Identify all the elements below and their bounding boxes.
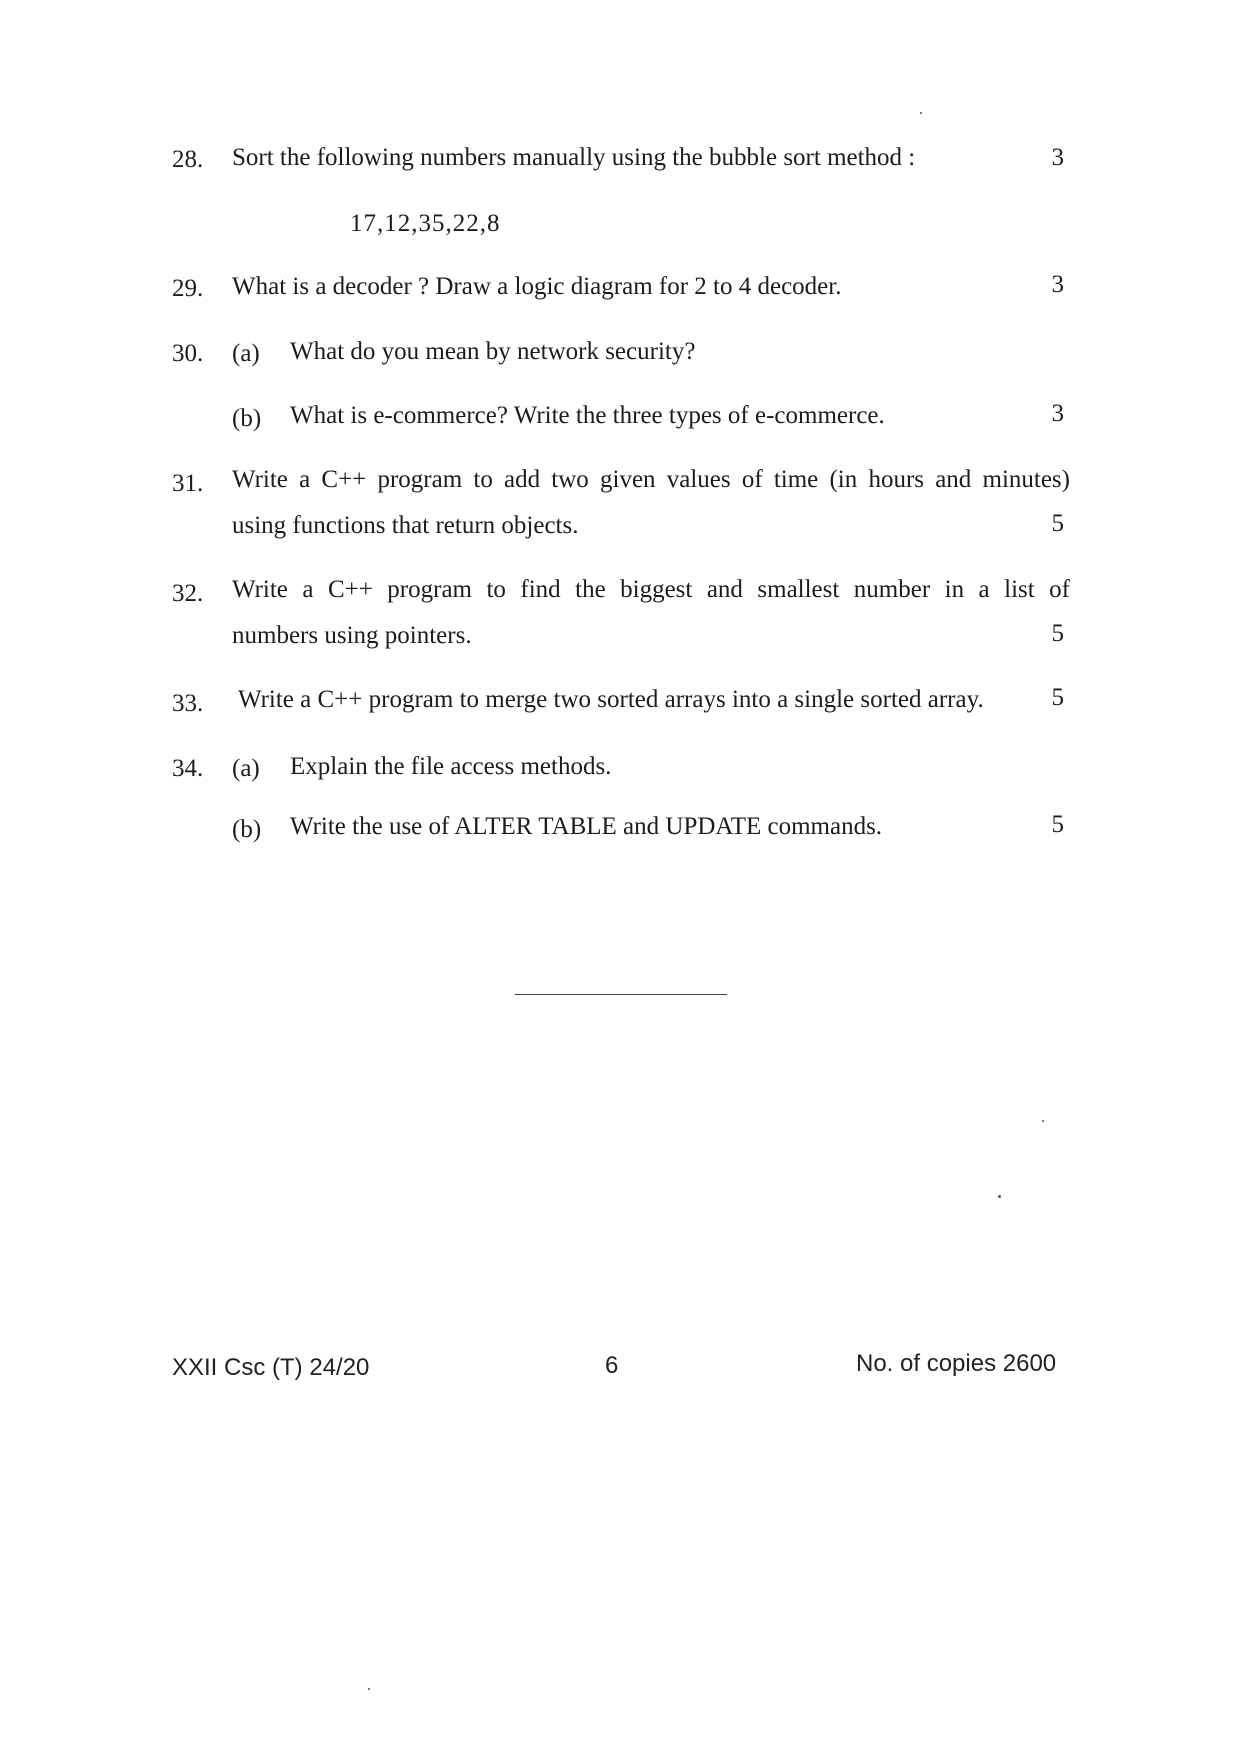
- scan-speck: [998, 1195, 1001, 1198]
- question-text-line-2: using functions that return objects.: [232, 512, 579, 539]
- question-marks: 3: [1051, 144, 1064, 171]
- scan-speck: [920, 112, 922, 114]
- question-number: 30.: [172, 340, 204, 367]
- part-label: (a): [232, 340, 260, 367]
- part-text: Write the use of ALTER TABLE and UPDATE commands.: [290, 813, 883, 840]
- end-divider: [515, 994, 727, 995]
- part-label: (b): [232, 405, 262, 432]
- page-number: 6: [605, 1352, 619, 1379]
- question-text-line-1: Write a C++ program to find the biggest and smallest number in a list of: [232, 576, 1070, 603]
- question-text: What is a decoder ? Draw a logic diagram for 2 to 4 decoder.: [232, 273, 842, 300]
- question-marks: 5: [1051, 684, 1064, 711]
- number-list: 17,12,35,22,8: [350, 210, 501, 237]
- question-number: 32.: [172, 580, 204, 607]
- question-marks: 3: [1051, 400, 1064, 427]
- part-label: (b): [232, 816, 262, 843]
- question-text-line-1: Write a C++ program to add two given values of time (in hours and minutes): [232, 466, 1070, 493]
- part-text: Explain the file access methods.: [290, 753, 612, 780]
- question-text: Sort the following numbers manually using the bubble sort method :: [232, 144, 916, 171]
- question-marks: 5: [1051, 620, 1064, 647]
- question-number: 33.: [172, 690, 204, 717]
- copies-count: No. of copies 2600: [856, 1350, 1057, 1377]
- question-number: 34.: [172, 755, 204, 782]
- question-text-line-2: numbers using pointers.: [232, 622, 472, 649]
- part-text: What do you mean by network security?: [290, 338, 696, 365]
- scan-speck: [368, 1688, 370, 1690]
- question-marks: 5: [1051, 811, 1064, 838]
- question-marks: 3: [1051, 271, 1064, 298]
- question-number: 31.: [172, 470, 204, 497]
- question-number: 28.: [172, 146, 204, 173]
- scan-speck: [1042, 1120, 1044, 1122]
- part-label: (a): [232, 755, 260, 782]
- question-marks: 5: [1051, 510, 1064, 537]
- part-text: What is e-commerce? Write the three types of e-commerce.: [290, 402, 885, 429]
- question-text: Write a C++ program to merge two sorted arrays into a single sorted array.: [238, 686, 984, 713]
- question-number: 29.: [172, 275, 204, 302]
- paper-code: XXII Csc (T) 24/20: [172, 1354, 370, 1381]
